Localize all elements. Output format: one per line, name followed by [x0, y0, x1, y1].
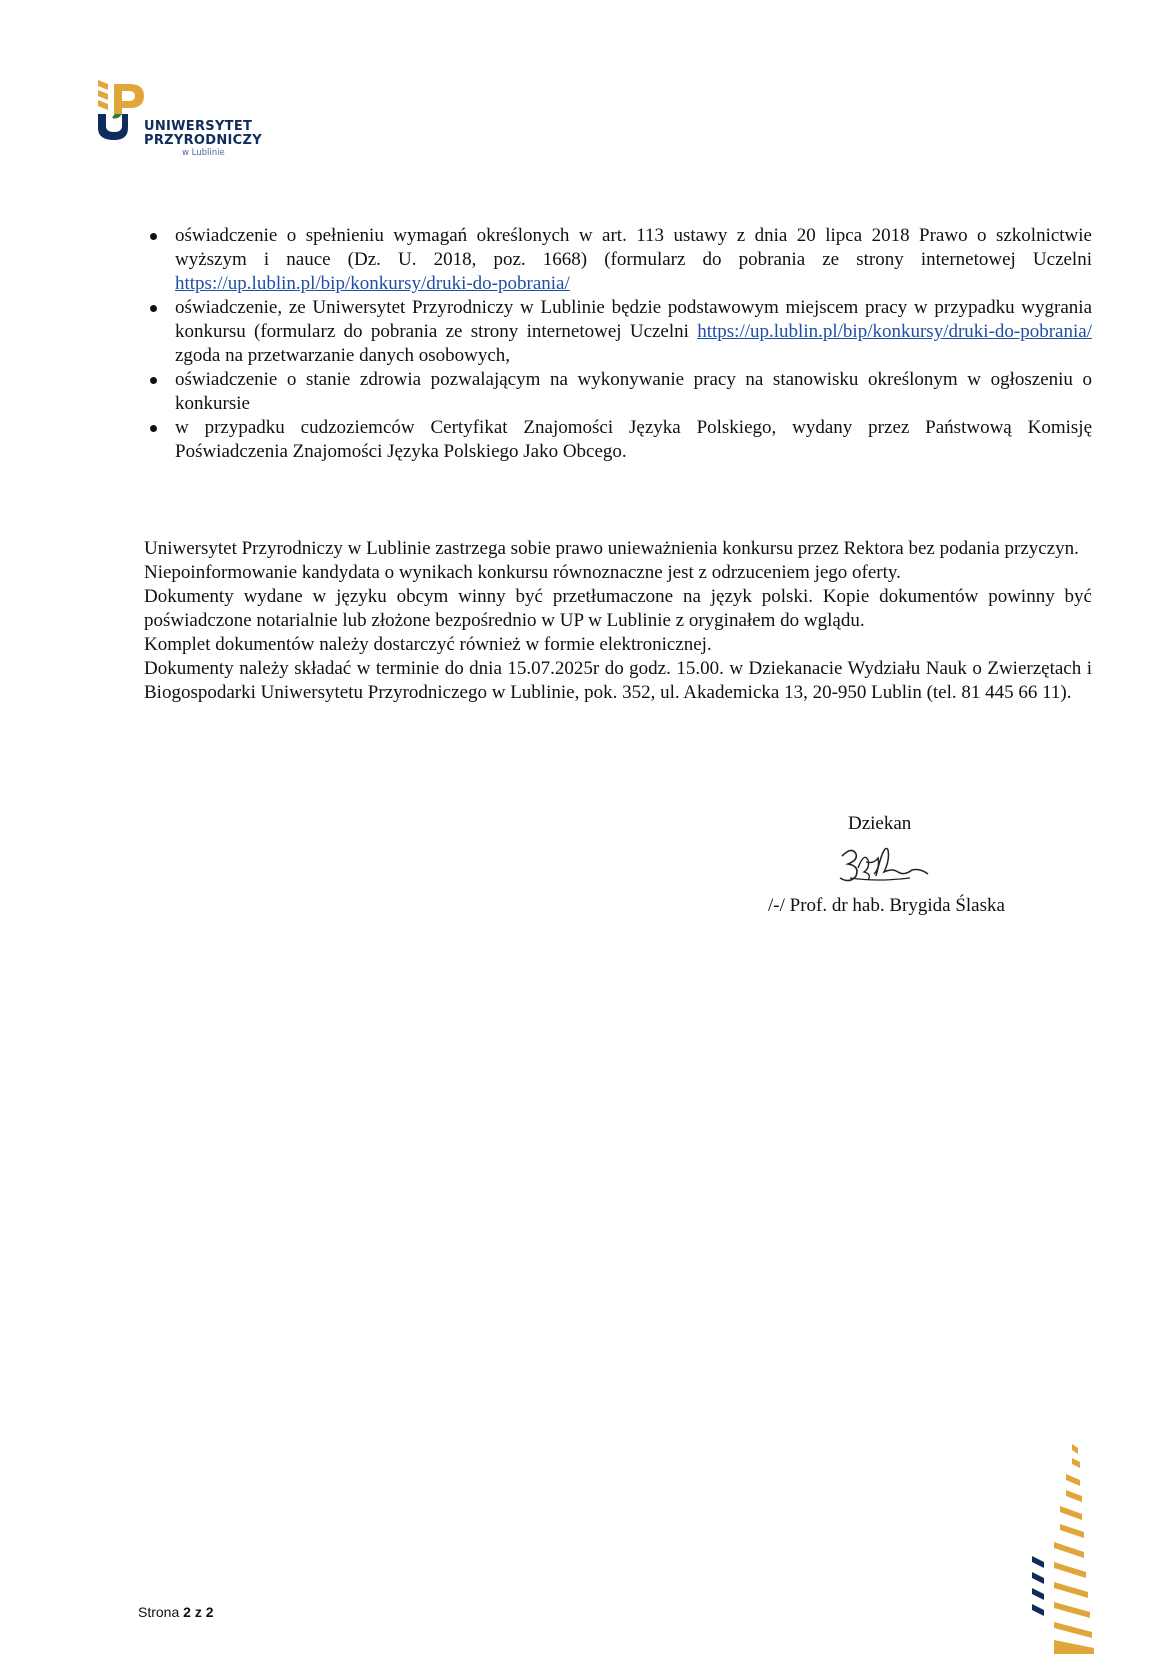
list-item-text: oświadczenie, ze Uniwersytet Przyrodniczy w Lublinie będzie podstawowym miejscem pracy w przypadku wygrania konkursu (formularz do pobrania ze strony internetowej Uczelni — [175, 297, 1092, 342]
forms-download-link[interactable]: https://up.lublin.pl/bip/konkursy/druki-do-pobrania/ — [175, 273, 570, 294]
university-logo — [92, 74, 312, 174]
page-total: 2 — [205, 1604, 214, 1620]
list-item-text-after: zgoda na przetwarzanie danych osobowych, — [175, 345, 510, 366]
list-item — [144, 224, 1092, 296]
bullet-icon — [150, 233, 157, 240]
list-item-text: oświadczenie o stanie zdrowia pozwalającym na wykonywanie pracy na stanowisku określonym w ogłoszeniu o konkursie — [175, 369, 1092, 414]
requirements-section — [144, 224, 1092, 464]
list-item — [144, 416, 1092, 464]
handwritten-signature — [828, 838, 938, 894]
signatory-name: /-/ Prof. dr hab. Brygida Ślaska — [768, 895, 1005, 916]
page-number — [138, 1604, 214, 1620]
forms-download-link[interactable]: https://up.lublin.pl/bip/konkursy/druki-do-pobrania/ — [697, 321, 1092, 342]
bullet-icon — [150, 377, 157, 384]
page-current: 2 — [183, 1604, 191, 1620]
wheat-decoration-icon — [1032, 1444, 1112, 1654]
list-item — [144, 368, 1092, 416]
paragraph: Niepoinformowanie kandydata o wynikach konkursu równoznaczne jest z odrzuceniem jego oferty. — [144, 562, 901, 583]
paragraph: Dokumenty należy składać w terminie do dnia 15.07.2025r do godz. 15.00. w Dziekanacie Wydziału Nauk o Zwierzętach i Biogospodarki Uniwersytetu Przyrodniczego w Lublinie, pok. 352, ul. Akademicka 13, 20-950 Lublin (tel. 81 445 66 11). — [144, 658, 1092, 703]
paragraph: Dokumenty wydane w języku obcym winny być przetłumaczone na język polski. Kopie dokumentów powinny być poświadczone notarialnie lub złożone bezpośrednio w UP w Lublinie z oryginałem do wglądu. — [144, 586, 1092, 631]
logo-line-1: UNIWERSYTET — [144, 119, 253, 134]
up-logo-icon — [92, 74, 152, 144]
terms-section — [144, 537, 1092, 705]
paragraph: Komplet dokumentów należy dostarczyć również w formie elektronicznej. — [144, 634, 712, 655]
bullet-icon — [150, 425, 157, 432]
paragraph: Uniwersytet Przyrodniczy w Lublinie zastrzega sobie prawo unieważnienia konkursu przez Rektora bez podania przyczyn. — [144, 538, 1079, 559]
list-item-text: w przypadku cudzoziemców Certyfikat Znajomości Języka Polskiego, wydany przez Państwową Komisję Poświadczenia Znajomości Języka Polskiego Jako Obcego. — [175, 417, 1092, 462]
logo-line-2: PRZYRODNICZY — [144, 133, 262, 148]
list-item — [144, 296, 1092, 368]
requirements-list — [144, 224, 1092, 464]
page-of: z — [194, 1604, 202, 1620]
page-label: Strona — [138, 1604, 180, 1620]
signatory-title: Dziekan — [848, 813, 912, 834]
logo-line-3: w Lublinie — [182, 148, 225, 158]
bullet-icon — [150, 305, 157, 312]
logo-wordmark — [144, 120, 262, 158]
list-item-text: oświadczenie o spełnieniu wymagań określonych w art. 113 ustawy z dnia 20 lipca 2018 Prawo o szkolnictwie wyższym i nauce (Dz. U. 2018, poz. 1668) (formularz do pobrania ze strony internetowej Uczelni — [175, 225, 1092, 270]
